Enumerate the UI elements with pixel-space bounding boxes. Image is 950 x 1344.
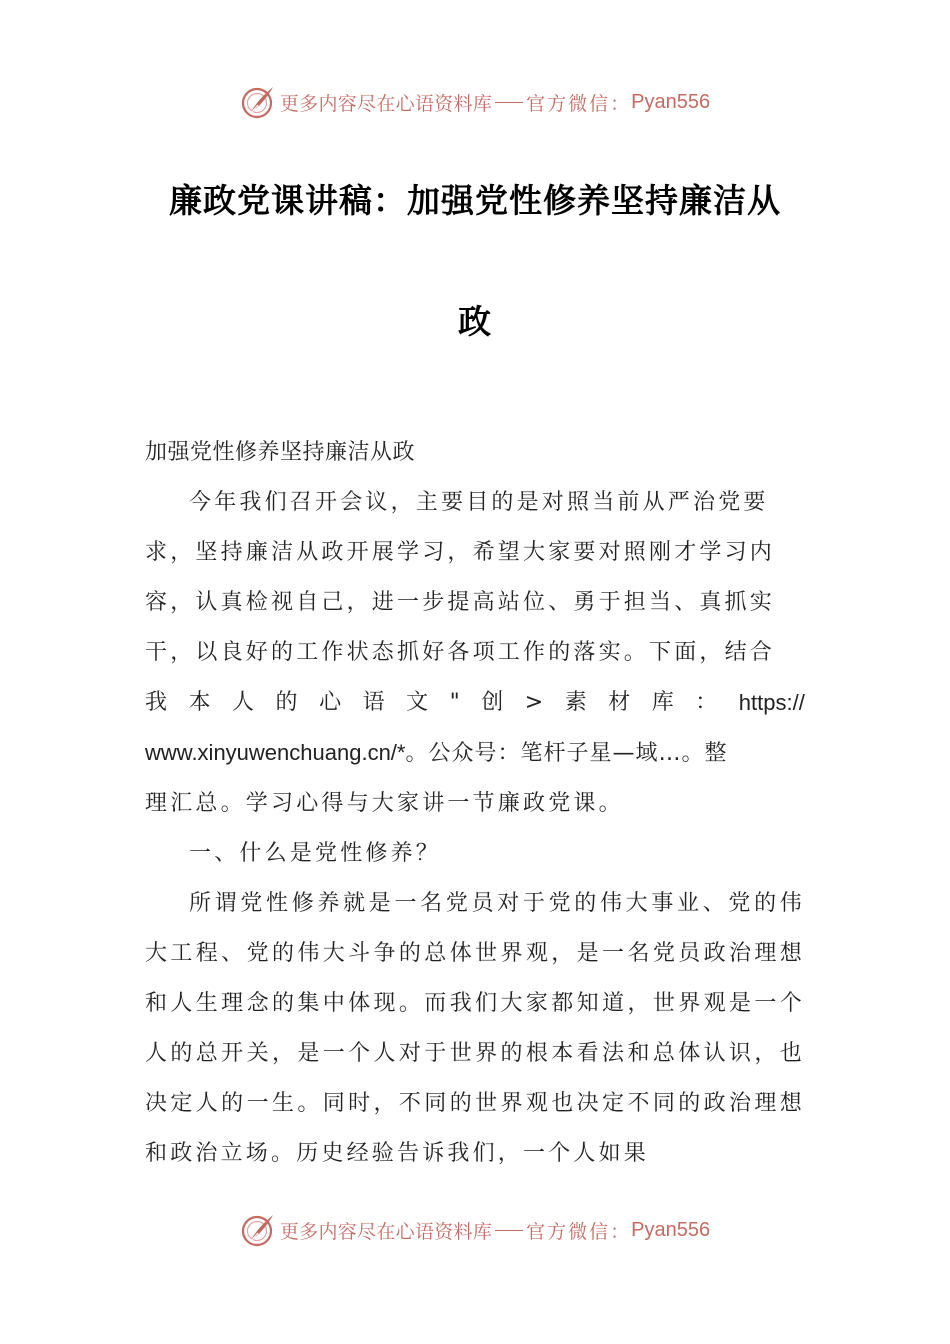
- paragraph-line: 理汇总。学习心得与大家讲一节廉政党课。: [145, 791, 624, 816]
- banner-wechat-id: Pyan556: [631, 90, 711, 113]
- quill-logo-icon: [240, 1212, 276, 1248]
- spread-char: 库: [651, 690, 677, 715]
- spread-char: >: [524, 690, 547, 715]
- document-subtitle: 加强党性修养坚持廉洁从政: [145, 440, 416, 465]
- spread-char: 我: [145, 690, 171, 715]
- spread-char: 人: [232, 690, 258, 715]
- paragraph-line: 容，认真检视自己，进一步提高站位、勇于担当、真抓实: [145, 590, 776, 615]
- spread-char: ": [449, 690, 463, 715]
- spread-char: 材: [608, 690, 634, 715]
- banner-official-label: 官方微信：: [526, 92, 632, 115]
- url-start: https://: [738, 690, 805, 715]
- spread-char: 创: [481, 690, 507, 715]
- header-banner: [0, 80, 950, 124]
- document-title-line-2: 政: [458, 302, 492, 341]
- banner-brand-text: 更多内容尽在心语资料库: [279, 1220, 493, 1243]
- spread-char: 文: [406, 690, 432, 715]
- banner-wechat-id: Pyan556: [631, 1218, 711, 1241]
- paragraph-line: 今年我们召开会议，主要目的是对照当前从严治党要: [189, 490, 769, 515]
- footer-banner: [0, 1208, 950, 1252]
- document-body: [145, 428, 805, 1179]
- paragraph-party-spirit: 所谓党性修养就是一名党员对于党的伟大事业、党的伟大工程、党的伟大斗争的总体世界观，是一名党员政治理想和人生理念的集中体现。而我们大家都知道，世界观是一个人的总开关，是一个人对于世界的根本看法和总体认识，也决定人的一生。同时，不同的世界观也决定不同的政治理想和政治立场。历史经验告诉我们，一个人如果: [145, 891, 805, 1166]
- banner-dash: [495, 102, 523, 103]
- paragraph-line: 干，以良好的工作状态抓好各项工作的落实。下面，结合: [145, 640, 776, 665]
- paragraph-url-line: [145, 728, 805, 779]
- spread-char: 的: [275, 690, 301, 715]
- url-text: www.xinyuwenchuang.cn/*: [145, 740, 406, 765]
- document-title-line-1: 廉政党课讲稿：加强党性修养坚持廉洁从: [169, 181, 781, 220]
- paragraph-intro: [145, 478, 805, 829]
- banner-brand-text: 更多内容尽在心语资料库: [279, 92, 493, 115]
- paragraph-spread-line: [145, 678, 805, 728]
- spread-char: 素: [564, 690, 590, 715]
- paragraph-line: 求，坚持廉洁从政开展学习，希望大家要对照刚才学习内: [145, 540, 776, 565]
- spread-char: 语: [362, 690, 388, 715]
- banner-dash: [495, 1230, 523, 1231]
- section-heading: 一、什么是党性修养？: [189, 841, 442, 866]
- quill-logo-icon: [240, 84, 276, 120]
- spread-char: 本: [188, 690, 214, 715]
- banner-official-label: 官方微信：: [526, 1220, 632, 1243]
- url-trailing-text: 。公众号：笔杆子星—域…。整: [405, 741, 728, 766]
- spread-char: 心: [319, 690, 345, 715]
- spread-char: ：: [695, 690, 721, 715]
